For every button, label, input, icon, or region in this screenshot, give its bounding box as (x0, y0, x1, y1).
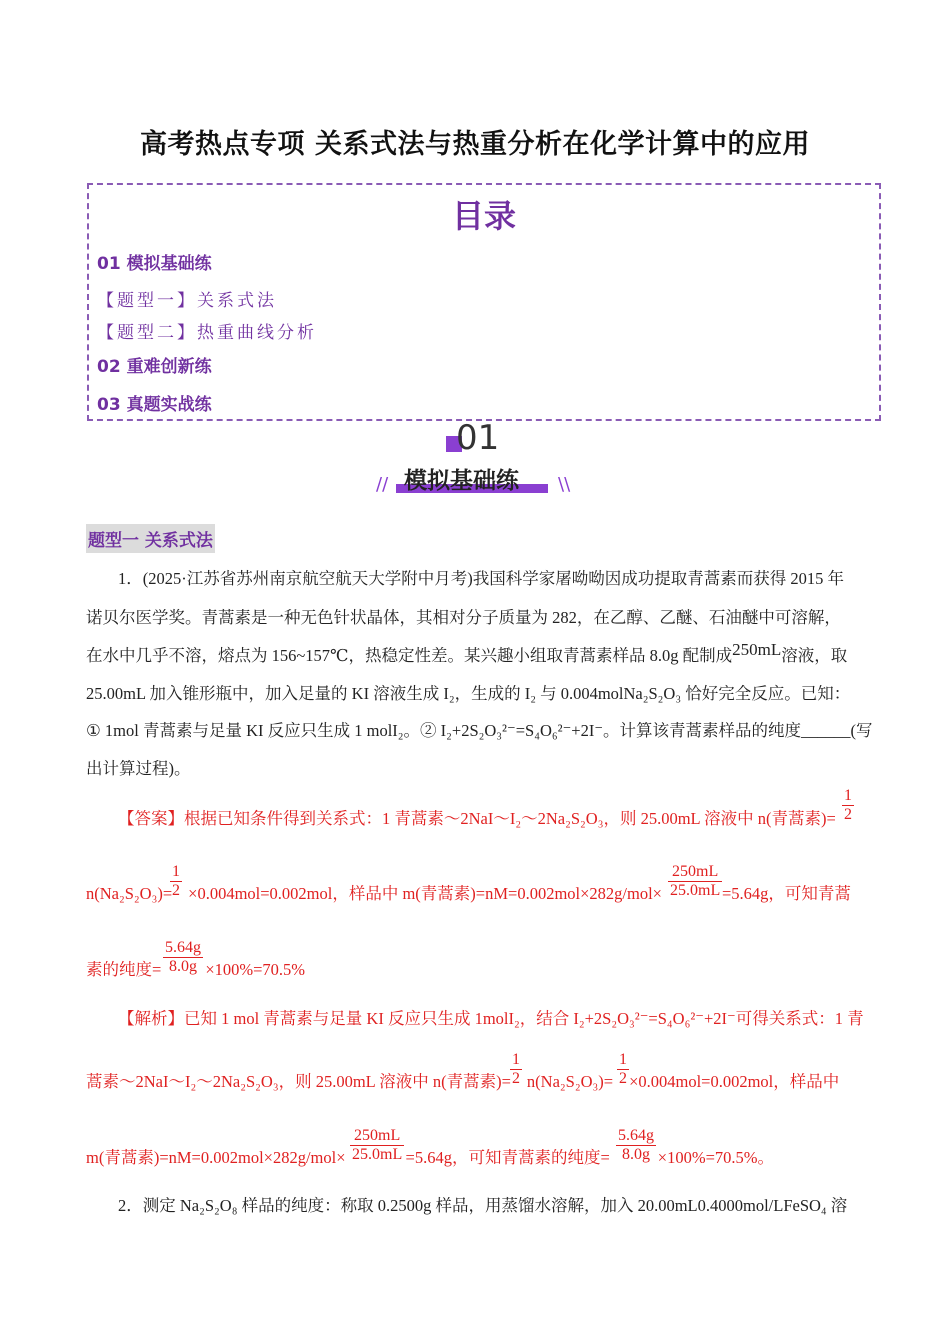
page-title: 高考热点专项 关系式法与热重分析在化学计算中的应用 (140, 129, 810, 160)
fraction-denominator: 2 (512, 1070, 520, 1087)
fraction-numerator: 1 (512, 1051, 520, 1068)
analysis-line-1: 【解析】已知 1 mol 青蒿素与足量 KI 反应只生成 1molI₂，结合 I₂+2S₂O₃²⁻=S₄O₆²⁻+2I⁻可得关系式：1 青 (118, 1009, 864, 1028)
analysis-line-3 (86, 1144, 774, 1168)
analysis-line-2 (86, 1068, 839, 1092)
question-1-line-1: 1．(2025·江苏省苏州南京航空航天大学附中月考)我国科学家屠呦呦因成功提取青蒿素而获得 2015 年 (118, 569, 844, 588)
section-banner (370, 418, 580, 502)
question-1-line-3-text: 在水中几乎不溶，熔点为 156~157℃，热稳定性差。某兴趣小组取青蒿素样品 8.0g 配制成 (86, 646, 733, 665)
question-1-volume: 250mL (732, 640, 782, 659)
answer-fraction-volume (668, 863, 722, 900)
toc-item-type-one[interactable]: 【题型一】关系式法 (97, 291, 277, 310)
fraction-denominator: 2 (619, 1070, 627, 1087)
analysis-fraction-half-1 (510, 1051, 522, 1088)
fraction-denominator: 2 (172, 882, 180, 899)
fraction-denominator: 8.0g (169, 958, 197, 975)
fraction-numerator: 1 (619, 1051, 627, 1068)
answer-line-2-end: =5.64g，可知青蒿 (721, 884, 851, 903)
fraction-numerator: 5.64g (165, 939, 201, 956)
analysis-line-3-mid: =5.64g，可知青蒿素的纯度= (405, 1148, 610, 1167)
question-1-line-6: 出计算过程)。 (86, 759, 191, 778)
question-1-line-2: 诺贝尔医学奖。青蒿素是一种无色针状晶体，其相对分子质量为 282，在乙醇、乙醚、石油醚中可溶解， (86, 608, 841, 627)
answer-fraction-half-1 (842, 787, 854, 824)
analysis-line-3-start: m(青蒿素)=nM=0.002mol×282g/mol× (86, 1148, 346, 1167)
analysis-line-2-end: ×0.004mol=0.002mol，样品中 (629, 1072, 840, 1091)
answer-line-2-mid: ×0.004mol=0.002mol，样品中 m(青蒿素)=nM=0.002mol×282g/mol× (188, 884, 662, 903)
question-1-line-3 (86, 642, 847, 666)
fraction-denominator: 25.0mL (352, 1146, 403, 1163)
analysis-fraction-volume (350, 1127, 404, 1164)
toc-item-advanced[interactable]: 02 重难创新练 (97, 357, 212, 377)
fraction-numerator: 1 (844, 787, 852, 804)
banner-right-slashes: \\ (558, 474, 571, 495)
analysis-line-2-mid: n(Na₂S₂O₃)= (526, 1072, 614, 1091)
answer-line-2-start: n(Na₂S₂O₃)= (86, 884, 173, 903)
answer-fraction-half-2 (170, 863, 182, 900)
answer-line-1: 【答案】根据已知条件得到关系式：1 青蒿素～2NaI～I₂～2Na₂S₂O₃，则 25.00mL 溶液中 n(青蒿素)= (118, 809, 836, 828)
answer-fraction-mass (163, 939, 203, 976)
toc-item-real-exam[interactable]: 03 真题实战练 (97, 395, 212, 415)
answer-line-2 (86, 880, 851, 904)
fraction-denominator: 8.0g (622, 1146, 650, 1163)
analysis-fraction-mass (616, 1127, 656, 1164)
answer-line-3-start: 素的纯度= (86, 960, 162, 979)
table-of-contents (87, 183, 881, 421)
question-2-line-1: 2．测定 Na₂S₂O₈ 样品的纯度：称取 0.2500g 样品，用蒸馏水溶解，加入 20.00mL0.4000mol/LFeSO₄ 溶 (118, 1196, 848, 1215)
fraction-numerator: 250mL (354, 1127, 401, 1144)
analysis-fraction-half-2 (617, 1051, 629, 1088)
question-1-line-5: ① 1mol 青蒿素与足量 KI 反应只生成 1 molI₂。② I₂+2S₂O₃²⁻=S₄O₆²⁻+2I⁻。计算该青蒿素样品的纯度______(写 (86, 721, 873, 740)
answer-line-3-end: ×100%=70.5% (205, 960, 306, 979)
analysis-line-2-start: 蒿素～2NaI～I₂～2Na₂S₂O₃，则 25.00mL 溶液中 n(青蒿素)= (86, 1072, 511, 1091)
toc-item-type-two[interactable]: 【题型二】热重曲线分析 (97, 323, 317, 342)
type-heading: 题型一 关系式法 (86, 524, 215, 553)
section-number: 01 (456, 418, 500, 458)
fraction-numerator: 250mL (672, 863, 719, 880)
fraction-numerator: 5.64g (618, 1127, 654, 1144)
banner-left-slashes: // (376, 474, 389, 495)
fraction-denominator: 25.0mL (670, 882, 721, 899)
fraction-numerator: 1 (172, 863, 180, 880)
section-label: 模拟基础练 (404, 468, 519, 494)
toc-heading: 目录 (451, 197, 516, 235)
question-1-line-4: 25.00mL 加入锥形瓶中，加入足量的 KI 溶液生成 I₂，生成的 I₂ 与 0.004molNa₂S₂O₃ 恰好完全反应。已知： (86, 684, 851, 703)
toc-item-basic[interactable]: 01 模拟基础练 (97, 254, 212, 274)
question-1-line-3-end: 溶液，取 (781, 646, 848, 665)
fraction-denominator: 2 (844, 806, 852, 823)
analysis-line-3-end: ×100%=70.5%。 (657, 1148, 774, 1167)
